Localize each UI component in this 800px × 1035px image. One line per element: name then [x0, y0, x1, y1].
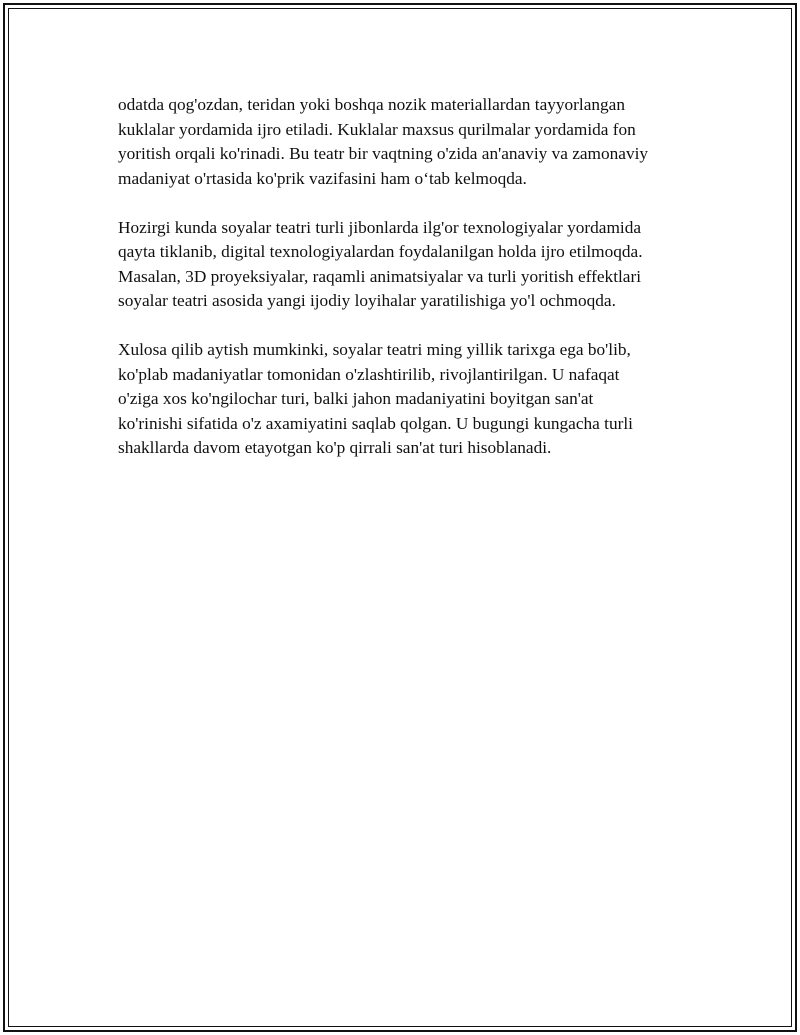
text-line: madaniyat o'rtasida ko'prik vazifasini ham o‘tab kelmoqda. — [118, 168, 527, 188]
paragraph-3 — [118, 338, 718, 461]
document-body — [118, 93, 718, 485]
text-line: soyalar teatri asosida yangi ijodiy loyihalar yaratilishiga yo'l ochmoqda. — [118, 291, 616, 310]
text-line: qayta tiklanib, digital texnologiyalardan foydalanilgan holda ijro etilmoqda. — [118, 242, 643, 261]
text-line: ko'plab madaniyatlar tomonidan o'zlashtirilib, rivojlantirilgan. U nafaqat — [118, 364, 620, 384]
text-line: ko'rinishi sifatida o'z axamiyatini saqlab qolgan. U bugungi kungacha turli — [118, 413, 633, 433]
text-line: odatda qog'ozdan, teridan yoki boshqa nozik materiallardan tayyorlangan — [118, 95, 625, 114]
paragraph-1 — [118, 93, 718, 191]
text-line: shakllarda davom etayotgan ko'p qirrali san'at turi hisoblanadi. — [118, 438, 552, 457]
text-line: Xulosa qilib aytish mumkinki, soyalar teatri ming yillik tarixga ega bo'lib, — [118, 340, 631, 359]
text-line: yoritish orqali ko'rinadi. Bu teatr bir vaqtning o'zida an'anaviy va zamonaviy — [118, 144, 649, 163]
text-line: Masalan, 3D proyeksiyalar, raqamli animatsiyalar va turli yoritish effektlari — [118, 266, 642, 286]
text-line: Hozirgi kunda soyalar teatri turli jibonlarda ilg'or texnologiyalar yordamida — [118, 217, 642, 237]
text-line: kuklalar yordamida ijro etiladi. Kuklalar maxsus qurilmalar yordamida fon — [118, 119, 636, 139]
paragraph-2 — [118, 216, 718, 314]
text-line: o'ziga xos ko'ngilochar turi, balki jahon madaniyatini boyitgan san'at — [118, 389, 594, 408]
